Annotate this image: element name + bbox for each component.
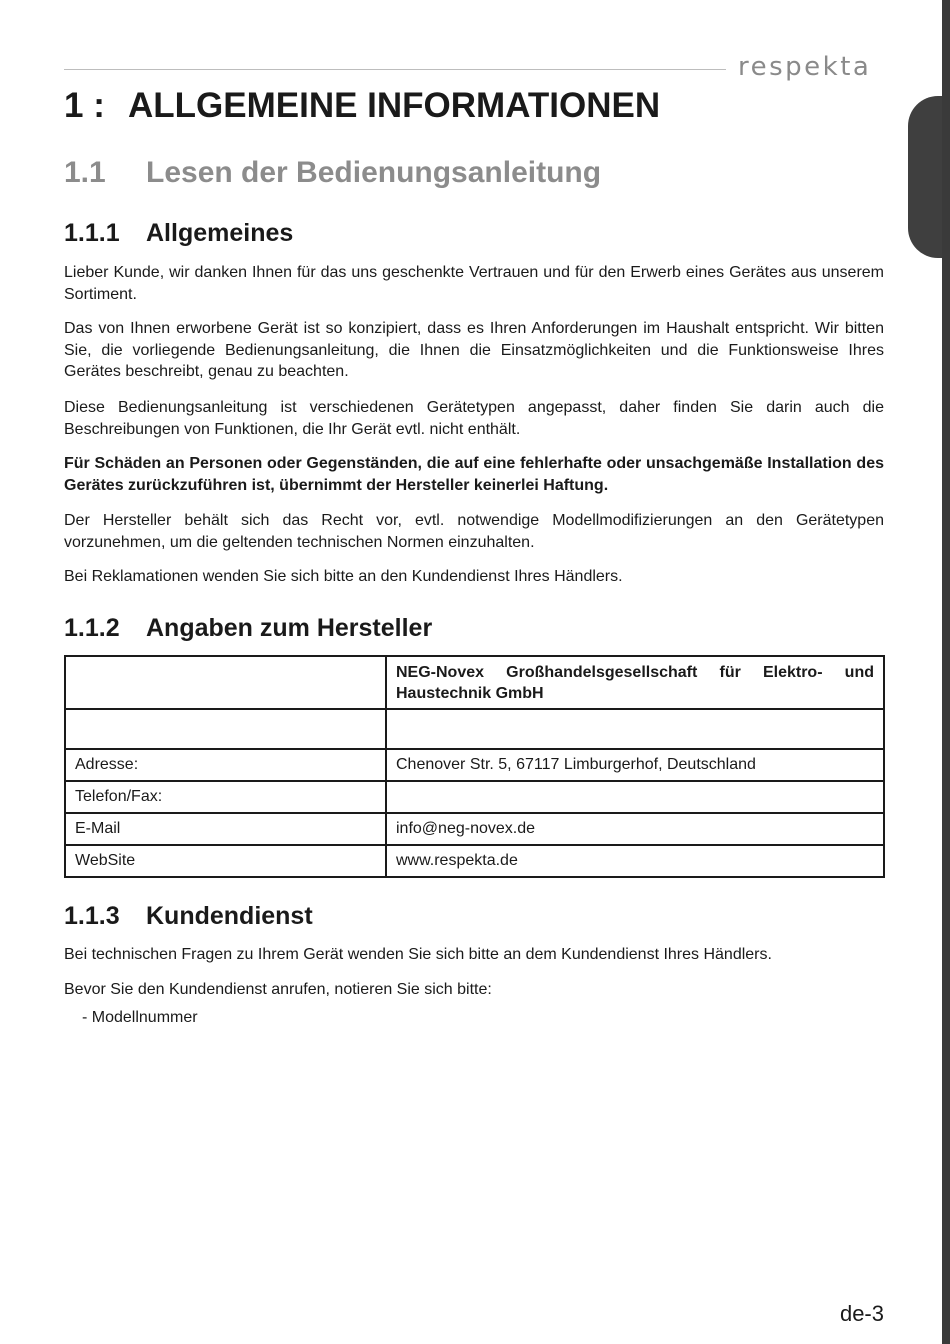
chapter-number: 1 : (64, 86, 105, 125)
page-number: de-3 (839, 1301, 884, 1326)
paragraph: Der Hersteller behält sich das Recht vor, evtl. notwendige Modellmodifizierungen an den Gerätetypen vorzunehmen, um die geltenden technischen Normen einzuhalten. (64, 512, 884, 551)
website-value: www.respekta.de (386, 845, 884, 877)
subsection-number: 1.1.1 (64, 219, 120, 247)
paragraph: Das von Ihnen erworbene Gerät ist so konzipiert, dass es Ihren Anforderungen im Haushalt entspricht. Wir bitten Sie, die vorliegende Bedienungsanleitung, die Ihnen die Einsatzmöglichkeiten und die Funktionsweise Ihres Gerätes beschreibt, genau zu beachten. (64, 320, 884, 380)
paragraph: Diese Bedienungsanleitung ist verschiedenen Gerätetypen angepasst, daher finden Sie darin auch die Beschreibungen von Funktionen, die Ihr Gerät evtl. nicht enthält. (64, 399, 884, 438)
subsection-heading-manufacturer (64, 614, 432, 643)
table-cell-value (386, 709, 884, 749)
table-row (65, 749, 884, 781)
manufacturer-table (64, 655, 885, 878)
chapter-side-tab (908, 96, 942, 258)
table-cell-label: Telefon/Fax: (65, 781, 386, 813)
table-row (65, 781, 884, 813)
subsection-title: Angaben zum Hersteller (146, 614, 433, 642)
paragraph: Bei technischen Fragen zu Ihrem Gerät wenden Sie sich bitte an dem Kundendienst Ihres Händlers. (64, 946, 772, 963)
liability-notice: Für Schäden an Personen oder Gegenständen, die auf eine fehlerhafte oder unsachgemäße Installation des Gerätes zurückzuführen ist, übernimmt der Hersteller keinerlei Haftung. (64, 455, 884, 494)
subsection-heading-general (64, 219, 293, 248)
paragraph: Lieber Kunde, wir danken Ihnen für das uns geschenkte Vertrauen und für den Erwerb eines Gerätes aus unserem Sortiment. (64, 264, 884, 303)
section-number: 1.1 (64, 156, 106, 189)
chapter-heading (64, 86, 660, 126)
page-edge-bar (942, 0, 950, 1344)
section-heading (64, 156, 601, 190)
table-cell-label: Adresse: (65, 749, 386, 781)
subsection-heading-service (64, 902, 313, 931)
table-cell-label: E-Mail (65, 813, 386, 845)
table-cell-label: WebSite (65, 845, 386, 877)
manufacturer-name: NEG-Novex Großhandelsgesellschaft für Elektro- und Haustechnik GmbH (386, 656, 884, 709)
section-title: Lesen der Bedienungsanleitung (146, 156, 602, 189)
table-cell-label (65, 656, 386, 709)
subsection-title: Kundendienst (146, 902, 313, 930)
table-cell-label (65, 709, 386, 749)
paragraph: Bei Reklamationen wenden Sie sich bitte an den Kundendienst Ihres Händlers. (64, 568, 623, 585)
list-item: - Modellnummer (82, 1009, 198, 1026)
table-row (65, 813, 884, 845)
brand-logo: respekta (738, 52, 872, 82)
email-value: info@neg-novex.de (386, 813, 884, 845)
paragraph: Bevor Sie den Kundendienst anrufen, notieren Sie sich bitte: (64, 981, 492, 998)
table-row (65, 709, 884, 749)
subsection-number: 1.1.2 (64, 614, 120, 642)
table-cell-value: Chenover Str. 5, 67117 Limburgerhof, Deutschland (386, 749, 884, 781)
subsection-title: Allgemeines (146, 219, 294, 247)
header-rule (64, 69, 726, 70)
table-row (65, 656, 884, 709)
subsection-number: 1.1.3 (64, 902, 120, 930)
table-row (65, 845, 884, 877)
chapter-title: ALLGEMEINE INFORMATIONEN (128, 86, 661, 125)
table-cell-value (386, 781, 884, 813)
